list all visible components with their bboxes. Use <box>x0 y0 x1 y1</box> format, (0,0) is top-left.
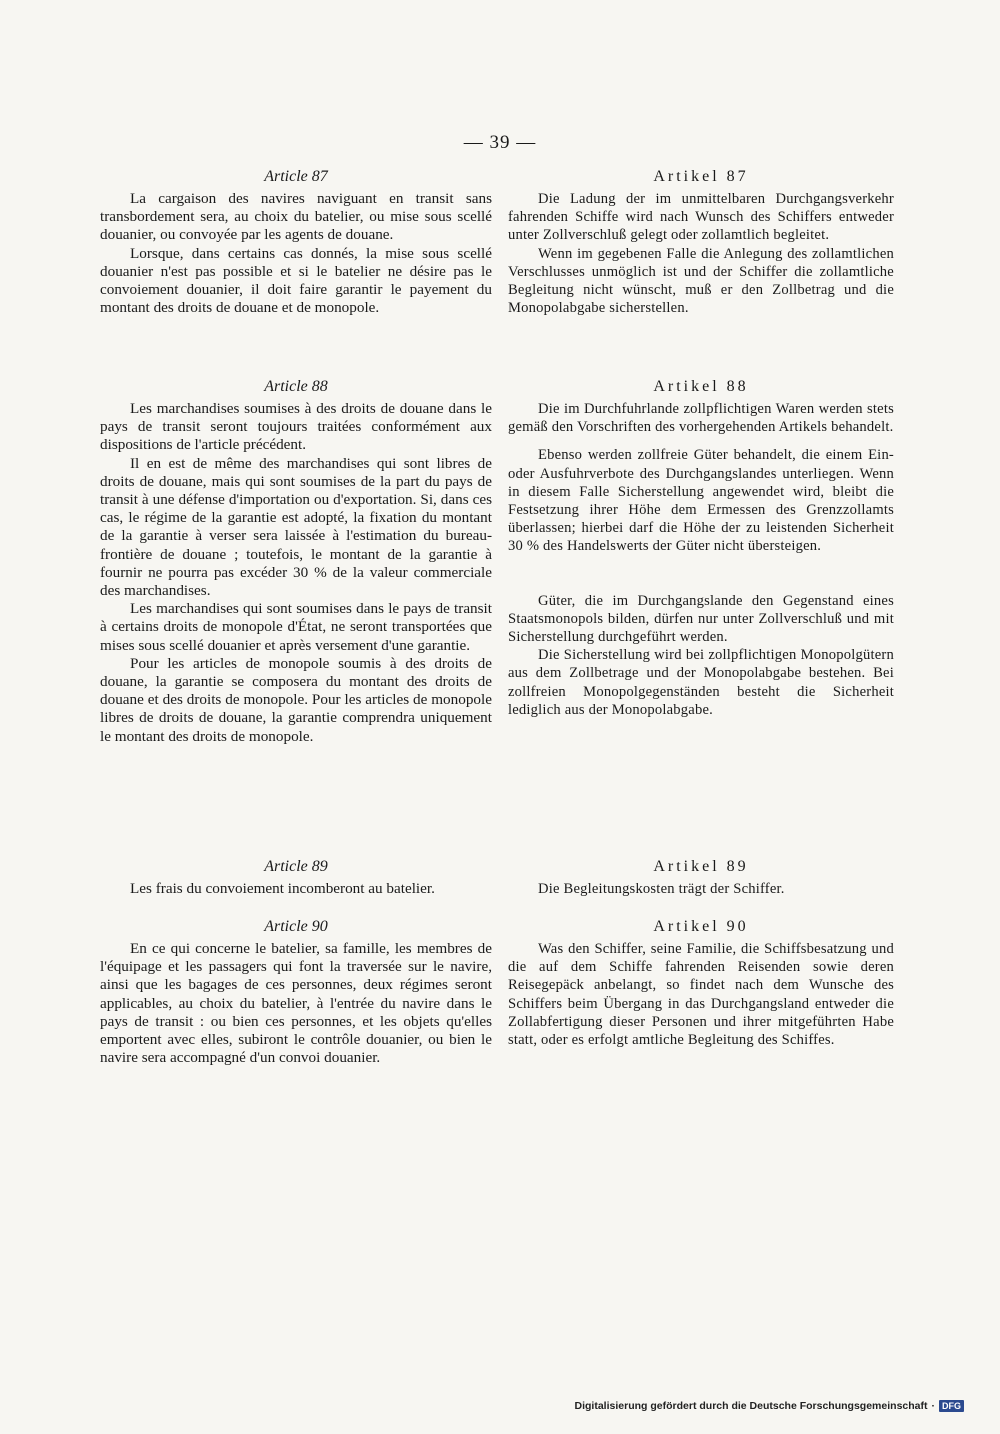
article-87-fr <box>100 168 492 317</box>
footer-credit: Digitalisierung gefördert durch die Deutsche Forschungsgemeinschaft · DFG <box>575 1400 964 1412</box>
footer-text: Digitalisierung gefördert durch die Deutsche Forschungsgemeinschaft <box>574 1400 928 1412</box>
paragraph: Lorsque, dans certains cas donnés, la mise sous scellé douanier n'est pas possible et si le batelier ne désire pas le convoiement douanier, il doit faire garantir le payement du montant des droits de douane et de monopole. <box>100 244 492 317</box>
article-title: Artikel 89 <box>653 858 749 875</box>
paragraph: Was den Schiffer, seine Familie, die Schiffsbesatzung und die auf dem Schiffe fahrenden Reisenden sowie deren Reisegepäck anbelangt, so findet nach dem Wunsche des Schiffers beim Übergang in das Durchgangsland entweder die Zollabfertigung dieser Personen und ihrer mitgeführten Habe statt, oder es erfolgt amtliche Begleitung des Schiffes. <box>508 941 894 1049</box>
article-88-fr <box>100 378 492 746</box>
article-title: Article 87 <box>264 168 328 185</box>
paragraph: Güter, die im Durchgangslande den Gegenstand eines Staatsmonopols bilden, dürfen nur unter Zollverschluß und mit Sicherstellung durchgeführt werden. <box>508 592 894 646</box>
paragraph: Wenn im gegebenen Falle die Anlegung des zollamtlichen Verschlusses unmöglich ist und der Schiffer die zollamtliche Begleitung nicht wünscht, muß er den Zollbetrag und die Monopolabgabe sicherstellen. <box>508 245 894 317</box>
paragraph: Die Sicherstellung wird bei zollpflichtigen Monopolgütern aus dem Zollbetrage und der Monopolabgabe bestehen. Bei zollfreien Monopolgegenständen besteht die Sicherheit lediglich aus der Monopolabgabe. <box>508 647 894 718</box>
dfg-logo-icon: DFG <box>939 1400 964 1412</box>
paragraph: Les marchandises qui sont soumises dans le pays de transit à certains droits de monopole d'État, ne seront transportées que mises sous scellé douanier et après versement d'une garantie. <box>100 600 492 654</box>
artikel-89-de <box>508 858 894 898</box>
article-title: Artikel 88 <box>653 378 749 395</box>
paragraph: Pour les articles de monopole soumis à des droits de douane, la garantie se composera du montant des droits de douane et des droits de monopole. Pour les articles de monopole libres de droits de douane, la garantie comprendra uniquement le montant des droits de monopole. <box>100 654 492 745</box>
paragraph: La cargaison des navires naviguant en transit sans transbordement sera, au choix du batelier, ou mise sous scellé douanier, ou convoyée par les agents de douane. <box>100 190 492 244</box>
paragraph: Die im Durchfuhrlande zollpflichtigen Waren werden stets gemäß den Vorschriften des vorhergehenden Artikels behandelt. <box>508 401 894 436</box>
article-title: Artikel 90 <box>653 918 749 935</box>
page-number: — 39 — <box>463 132 537 153</box>
artikel-88-de <box>508 378 894 719</box>
article-title: Artikel 87 <box>653 168 749 185</box>
article-title: Article 89 <box>264 858 328 875</box>
article-89-fr <box>100 858 492 898</box>
article-title: Article 88 <box>264 378 328 395</box>
article-90-fr <box>100 918 492 1067</box>
artikel-90-de <box>508 918 894 1049</box>
paragraph: Die Ladung der im unmittelbaren Durchgangsverkehr fahrenden Schiffe wird nach Wunsch des Schiffers entweder unter Zollverschluß gelegt oder zollamtlich begleitet. <box>508 191 894 244</box>
paragraph: Die Begleitungskosten trägt der Schiffer. <box>538 881 785 897</box>
paragraph: Les frais du convoiement incomberont au batelier. <box>130 880 435 897</box>
paragraph: En ce qui concerne le batelier, sa famille, les membres de l'équipage et les passagers qui font la traversée sur le navire, ainsi que les bagages de ces personnes, deux régimes seront applicables, au choix du batelier, à l'entrée du navire dans le pays de transit : ou bien ces personnes, et les objets qu'elles emportent avec elles, subiront le contrôle douanier, ou bien le navire sera accompagné d'un convoi douanier. <box>100 940 492 1067</box>
artikel-87-de <box>508 168 894 317</box>
paragraph: Les marchandises soumises à des droits de douane dans le pays de transit seront toujours traitées conformément aux dispositions de l'article précédent. <box>100 400 492 454</box>
article-title: Article 90 <box>264 918 328 935</box>
paragraph: Il en est de même des marchandises qui sont libres de droits de douane, mais qui sont soumises de la part du pays de transit à une défense d'importation ou d'exportation. Si, dans ces cas, le régime de la garantie est adopté, la fixation du montant de la garantie à verser sera laissée à l'estimation du bureau-frontière de douane ; toutefois, le montant de la garantie à fournir ne pourra pas excéder 30 % de la valeur commerciale des marchandises. <box>100 454 492 600</box>
paragraph: Ebenso werden zollfreie Güter behandelt, die einem Ein- oder Ausfuhrverbote des Durchgangslandes unterliegen. Wenn in diesem Falle Sicherstellung angewendet wird, bleibt die Festsetzung ihrer Höhe dem Ermessen des Grenzzollamts überlassen; hierbei darf die Höhe der zu leistenden Sicherheit 30 % des Handelswerts der Güter nicht übersteigen. <box>508 447 894 555</box>
